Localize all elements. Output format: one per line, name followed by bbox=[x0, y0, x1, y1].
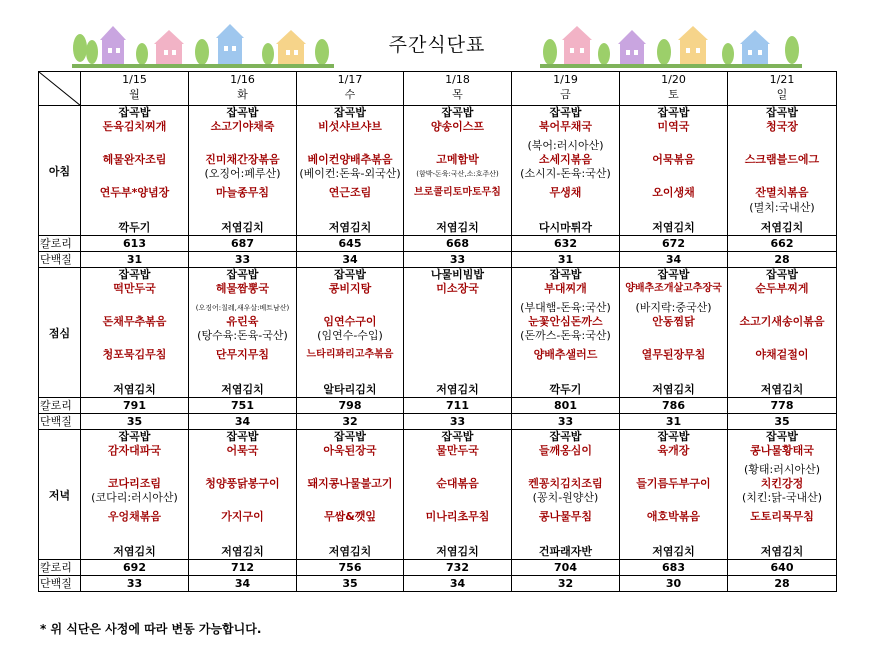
menu-cell bbox=[620, 430, 728, 560]
menu-item: 우엉채볶음 bbox=[107, 510, 162, 523]
menu-item: 임연수구이 bbox=[323, 315, 377, 328]
menu-item: 켄꽁치김치조림 bbox=[528, 477, 603, 490]
menu-item: 베이컨양배추볶음 bbox=[307, 153, 393, 166]
menu-item: 콩나물무침 bbox=[538, 510, 593, 523]
menu-item: 잔멸치볶음 bbox=[755, 186, 809, 199]
menu-item: 저염김치 bbox=[652, 221, 695, 234]
calorie-value: 778 bbox=[728, 398, 837, 414]
calorie-value: 786 bbox=[620, 398, 728, 414]
menu-item: 느타리꽈리고추볶음 bbox=[306, 349, 394, 360]
protein-value: 32 bbox=[512, 576, 620, 592]
menu-item: 잡곡밥 bbox=[766, 268, 798, 281]
protein-value: 31 bbox=[620, 414, 728, 430]
menu-item: 미나리초무침 bbox=[425, 510, 490, 523]
menu-cell bbox=[728, 430, 837, 560]
menu-item: 야채겉절이 bbox=[755, 348, 809, 361]
menu-item: 저염김치 bbox=[436, 545, 479, 558]
protein-value: 34 bbox=[404, 576, 512, 592]
menu-cell bbox=[512, 268, 620, 398]
menu-item: 돈육김치찌개 bbox=[102, 120, 167, 133]
menu-item: 무생채 bbox=[549, 186, 582, 199]
menu-item: 잡곡밥 bbox=[766, 430, 798, 443]
menu-item: 깍두기 bbox=[118, 221, 151, 234]
day-header-7 bbox=[728, 72, 837, 106]
meal-label-lunch: 점심 bbox=[39, 268, 81, 398]
menu-cell bbox=[297, 106, 404, 236]
menu-item: 진미채간장볶음 bbox=[205, 153, 280, 166]
menu-item: 청포묵김무침 bbox=[102, 348, 167, 361]
protein-value: 28 bbox=[728, 252, 837, 268]
menu-item: 저염김치 bbox=[113, 383, 156, 396]
menu-item: (멸치:국내산) bbox=[749, 201, 815, 214]
menu-cell bbox=[512, 430, 620, 560]
meal-label-breakfast: 아침 bbox=[39, 106, 81, 236]
menu-item: 저염김치 bbox=[328, 545, 372, 558]
menu-item: (베이컨:돈육-외국산) bbox=[299, 167, 401, 180]
menu-item: 떡만두국 bbox=[113, 282, 156, 295]
menu-item: 잡곡밥 bbox=[441, 430, 474, 443]
menu-cell bbox=[620, 268, 728, 398]
menu-item: (북어:러시아산) bbox=[527, 139, 604, 152]
protein-value: 35 bbox=[81, 414, 189, 430]
menu-item: 잡곡밥 bbox=[118, 430, 151, 443]
menu-item: 잡곡밥 bbox=[118, 268, 151, 281]
menu-item: 잡곡밥 bbox=[657, 268, 690, 281]
menu-item: 치킨강정 bbox=[760, 477, 804, 490]
menu-item: 물만두국 bbox=[436, 444, 479, 457]
menu-item: 저염김치 bbox=[328, 221, 372, 234]
menu-cell bbox=[728, 268, 837, 398]
menu-item: 저염김치 bbox=[760, 545, 804, 558]
menu-item: 잡곡밥 bbox=[549, 268, 582, 281]
menu-item: 저염김치 bbox=[221, 383, 264, 396]
menu-cell bbox=[404, 430, 512, 560]
menu-item: (꽁치-원양산) bbox=[532, 491, 599, 504]
menu-item: 미소장국 bbox=[436, 282, 479, 295]
protein-value: 32 bbox=[297, 414, 404, 430]
meal-row-breakfast bbox=[39, 106, 837, 236]
calorie-value: 791 bbox=[81, 398, 189, 414]
menu-item: 고메함박 bbox=[436, 153, 479, 166]
protein-label: 단백질 bbox=[39, 252, 81, 268]
menu-item: 스크램블드에그 bbox=[744, 153, 820, 166]
protein-row-dinner bbox=[39, 576, 837, 592]
menu-item: 저염김치 bbox=[652, 383, 695, 396]
menu-item: 양배추조개살고추장국 bbox=[625, 283, 722, 294]
day-weekday: 금 bbox=[560, 88, 571, 101]
menu-item: 잡곡밥 bbox=[657, 106, 690, 119]
calorie-value: 683 bbox=[620, 560, 728, 576]
day-header-5 bbox=[512, 72, 620, 106]
menu-item: 저염김치 bbox=[113, 545, 156, 558]
menu-item: 저염김치 bbox=[760, 221, 804, 234]
calorie-value: 732 bbox=[404, 560, 512, 576]
menu-item: 깍두기 bbox=[549, 383, 582, 396]
menu-item: 저염김치 bbox=[436, 383, 479, 396]
calorie-row-lunch bbox=[39, 398, 837, 414]
menu-item: 잡곡밥 bbox=[118, 106, 151, 119]
menu-item: (임연수-수입) bbox=[317, 329, 383, 342]
calorie-label: 칼로리 bbox=[39, 236, 81, 252]
menu-item: 저염김치 bbox=[436, 221, 479, 234]
menu-item: 잡곡밥 bbox=[226, 430, 259, 443]
menu-item: 열무된장무침 bbox=[641, 348, 706, 361]
menu-item: 미역국 bbox=[657, 120, 690, 133]
menu-item: (소시지-돈육:국산) bbox=[520, 167, 611, 180]
notice-text: * 위 식단은 사정에 따라 변동 가능합니다. bbox=[40, 622, 262, 636]
day-date: 1/17 bbox=[337, 73, 363, 86]
menu-cell bbox=[297, 268, 404, 398]
menu-item: 코다리조림 bbox=[107, 477, 162, 490]
protein-label: 단백질 bbox=[39, 576, 81, 592]
calorie-value: 640 bbox=[728, 560, 837, 576]
menu-item: 다시마튀각 bbox=[538, 221, 593, 234]
day-header-2 bbox=[189, 72, 297, 106]
menu-item: 연두부*양념장 bbox=[99, 186, 170, 199]
meal-label-dinner: 저녁 bbox=[39, 430, 81, 560]
menu-item: 돼지콩나물불고기 bbox=[307, 477, 393, 490]
calorie-value: 672 bbox=[620, 236, 728, 252]
day-date: 1/20 bbox=[661, 73, 686, 86]
menu-item: 잡곡밥 bbox=[657, 430, 690, 443]
menu-item: 소세지볶음 bbox=[538, 153, 593, 166]
menu-cell bbox=[189, 106, 297, 236]
menu-cell bbox=[297, 430, 404, 560]
menu-item: 돈채무추볶음 bbox=[102, 315, 167, 328]
protein-value: 33 bbox=[189, 252, 297, 268]
calorie-value: 692 bbox=[81, 560, 189, 576]
menu-item: 순대볶음 bbox=[436, 477, 479, 490]
menu-item: 어묵국 bbox=[226, 444, 259, 457]
protein-row-breakfast bbox=[39, 252, 837, 268]
calorie-row-breakfast bbox=[39, 236, 837, 252]
protein-value: 33 bbox=[404, 252, 512, 268]
menu-item: (오징어:칠레,새우살:베트남산) bbox=[195, 304, 290, 312]
day-date: 1/16 bbox=[230, 73, 255, 86]
menu-item: 육개장 bbox=[657, 444, 690, 457]
day-weekday: 화 bbox=[237, 88, 248, 101]
menu-item: 양배추샐러드 bbox=[533, 348, 598, 361]
day-date: 1/18 bbox=[445, 73, 470, 86]
village-banner-right-illustration bbox=[540, 18, 802, 68]
menu-item: 저염김치 bbox=[760, 383, 804, 396]
corner-cell bbox=[39, 72, 81, 106]
menu-cell bbox=[620, 106, 728, 236]
menu-item: 마늘종무침 bbox=[215, 186, 270, 199]
menu-item: 안동찜닭 bbox=[652, 315, 695, 328]
day-date: 1/19 bbox=[553, 73, 578, 86]
menu-item: 저염김치 bbox=[652, 545, 695, 558]
menu-item: 잡곡밥 bbox=[334, 430, 366, 443]
menu-item: 저염김치 bbox=[221, 221, 264, 234]
menu-item: 나물비빔밥 bbox=[430, 268, 485, 281]
calorie-label: 칼로리 bbox=[39, 398, 81, 414]
menu-item: (코다리:러시아산) bbox=[91, 491, 178, 504]
menu-cell bbox=[81, 268, 189, 398]
menu-item: 들기름두부구이 bbox=[636, 477, 711, 490]
protein-value: 34 bbox=[620, 252, 728, 268]
menu-item: 오이생채 bbox=[652, 186, 695, 199]
day-date: 1/21 bbox=[769, 73, 795, 86]
menu-item: 잡곡밥 bbox=[334, 106, 366, 119]
menu-item: 알타리김치 bbox=[323, 383, 377, 396]
menu-item: 양송이스프 bbox=[430, 120, 485, 133]
meal-row-dinner bbox=[39, 430, 837, 560]
protein-value: 28 bbox=[728, 576, 837, 592]
menu-item: 잡곡밥 bbox=[226, 106, 259, 119]
protein-label: 단백질 bbox=[39, 414, 81, 430]
menu-item: (탕수육:돈육-국산) bbox=[197, 329, 288, 342]
menu-item: 유린육 bbox=[226, 315, 259, 328]
weekly-menu-table bbox=[38, 71, 837, 592]
protein-value: 31 bbox=[512, 252, 620, 268]
menu-item: 헤물짬뽕국 bbox=[215, 282, 270, 295]
calorie-value: 801 bbox=[512, 398, 620, 414]
calorie-value: 687 bbox=[189, 236, 297, 252]
protein-value: 34 bbox=[297, 252, 404, 268]
menu-item: (돈까스-돈육:국산) bbox=[520, 329, 611, 342]
menu-item: 건파래자반 bbox=[538, 545, 593, 558]
menu-item: (함박-돈육:국산,소:호주산) bbox=[416, 170, 499, 178]
menu-item: 잡곡밥 bbox=[549, 106, 582, 119]
menu-item: (치킨:닭-국내산) bbox=[741, 491, 822, 504]
protein-value: 31 bbox=[81, 252, 189, 268]
calorie-value: 712 bbox=[189, 560, 297, 576]
protein-row-lunch bbox=[39, 414, 837, 430]
menu-item: 아욱된장국 bbox=[323, 444, 377, 457]
day-weekday: 목 bbox=[452, 88, 463, 101]
day-weekday: 일 bbox=[776, 88, 788, 101]
menu-item: 청국장 bbox=[766, 120, 798, 133]
protein-value: 34 bbox=[189, 414, 297, 430]
header-row bbox=[39, 72, 837, 106]
day-weekday: 토 bbox=[668, 88, 679, 101]
menu-item: 순두부찌게 bbox=[755, 282, 809, 295]
calorie-value: 704 bbox=[512, 560, 620, 576]
menu-cell bbox=[81, 106, 189, 236]
menu-item: 소고기야채죽 bbox=[210, 120, 275, 133]
calorie-label: 칼로리 bbox=[39, 560, 81, 576]
calorie-value: 751 bbox=[189, 398, 297, 414]
day-weekday: 월 bbox=[129, 88, 140, 101]
day-weekday: 수 bbox=[344, 88, 356, 101]
menu-item: 들깨옹심이 bbox=[538, 444, 593, 457]
menu-item: 가지구이 bbox=[221, 510, 264, 523]
menu-item: (오징어:페루산) bbox=[204, 167, 281, 180]
menu-item: 잡곡밥 bbox=[766, 106, 798, 119]
calorie-value: 798 bbox=[297, 398, 404, 414]
calorie-row-dinner bbox=[39, 560, 837, 576]
menu-item: 연근조림 bbox=[328, 186, 372, 199]
menu-cell bbox=[81, 430, 189, 560]
day-date: 1/15 bbox=[122, 73, 147, 86]
menu-item: 브로콜리토마토무침 bbox=[414, 187, 501, 198]
day-header-1 bbox=[81, 72, 189, 106]
day-header-4 bbox=[404, 72, 512, 106]
protein-value: 30 bbox=[620, 576, 728, 592]
menu-item: 잡곡밥 bbox=[441, 106, 474, 119]
menu-item: (바지락:중국산) bbox=[635, 301, 712, 314]
page-title: 주간식단표 bbox=[388, 34, 486, 56]
menu-item: 잡곡밥 bbox=[334, 268, 366, 281]
protein-value: 33 bbox=[404, 414, 512, 430]
menu-cell bbox=[512, 106, 620, 236]
menu-item: 잡곡밥 bbox=[549, 430, 582, 443]
menu-item: 소고기새송이볶음 bbox=[739, 315, 825, 328]
protein-value: 33 bbox=[512, 414, 620, 430]
menu-item: 북어무채국 bbox=[538, 120, 593, 133]
calorie-value: 662 bbox=[728, 236, 837, 252]
menu-item: 도토리묵무침 bbox=[750, 510, 814, 523]
menu-item: 감자대파국 bbox=[107, 444, 162, 457]
menu-item: 애호박볶음 bbox=[646, 510, 701, 523]
meal-row-lunch bbox=[39, 268, 837, 398]
calorie-value: 711 bbox=[404, 398, 512, 414]
protein-value: 35 bbox=[728, 414, 837, 430]
menu-item: 비섯샤브샤브 bbox=[318, 120, 382, 133]
menu-item: 청양풍닭봉구이 bbox=[205, 477, 280, 490]
menu-cell bbox=[404, 106, 512, 236]
menu-cell bbox=[404, 268, 512, 398]
day-header-3 bbox=[297, 72, 404, 106]
menu-item: (부대햄-돈육:국산) bbox=[520, 301, 611, 314]
menu-item: 어묵볶음 bbox=[652, 153, 695, 166]
menu-item: 단무지무침 bbox=[215, 348, 270, 361]
menu-item: (황태:러시아산) bbox=[743, 463, 821, 476]
calorie-value: 645 bbox=[297, 236, 404, 252]
protein-value: 35 bbox=[297, 576, 404, 592]
menu-item: 부대찌개 bbox=[544, 282, 587, 295]
calorie-value: 756 bbox=[297, 560, 404, 576]
menu-item: 콩비지탕 bbox=[328, 282, 372, 295]
menu-item: 콩나물황태국 bbox=[750, 444, 814, 457]
menu-item: 눈꽃안심돈까스 bbox=[528, 315, 603, 328]
protein-value: 34 bbox=[189, 576, 297, 592]
menu-cell bbox=[189, 430, 297, 560]
menu-cell bbox=[189, 268, 297, 398]
calorie-value: 632 bbox=[512, 236, 620, 252]
menu-item: 헤물완자조림 bbox=[102, 153, 167, 166]
menu-item: 저염김치 bbox=[221, 545, 264, 558]
menu-item: 무쌈&깻잎 bbox=[323, 510, 377, 523]
protein-value: 33 bbox=[81, 576, 189, 592]
calorie-value: 668 bbox=[404, 236, 512, 252]
calorie-value: 613 bbox=[81, 236, 189, 252]
village-banner-left-illustration bbox=[72, 18, 334, 68]
day-header-6 bbox=[620, 72, 728, 106]
menu-cell bbox=[728, 106, 837, 236]
menu-item: 잡곡밥 bbox=[226, 268, 259, 281]
